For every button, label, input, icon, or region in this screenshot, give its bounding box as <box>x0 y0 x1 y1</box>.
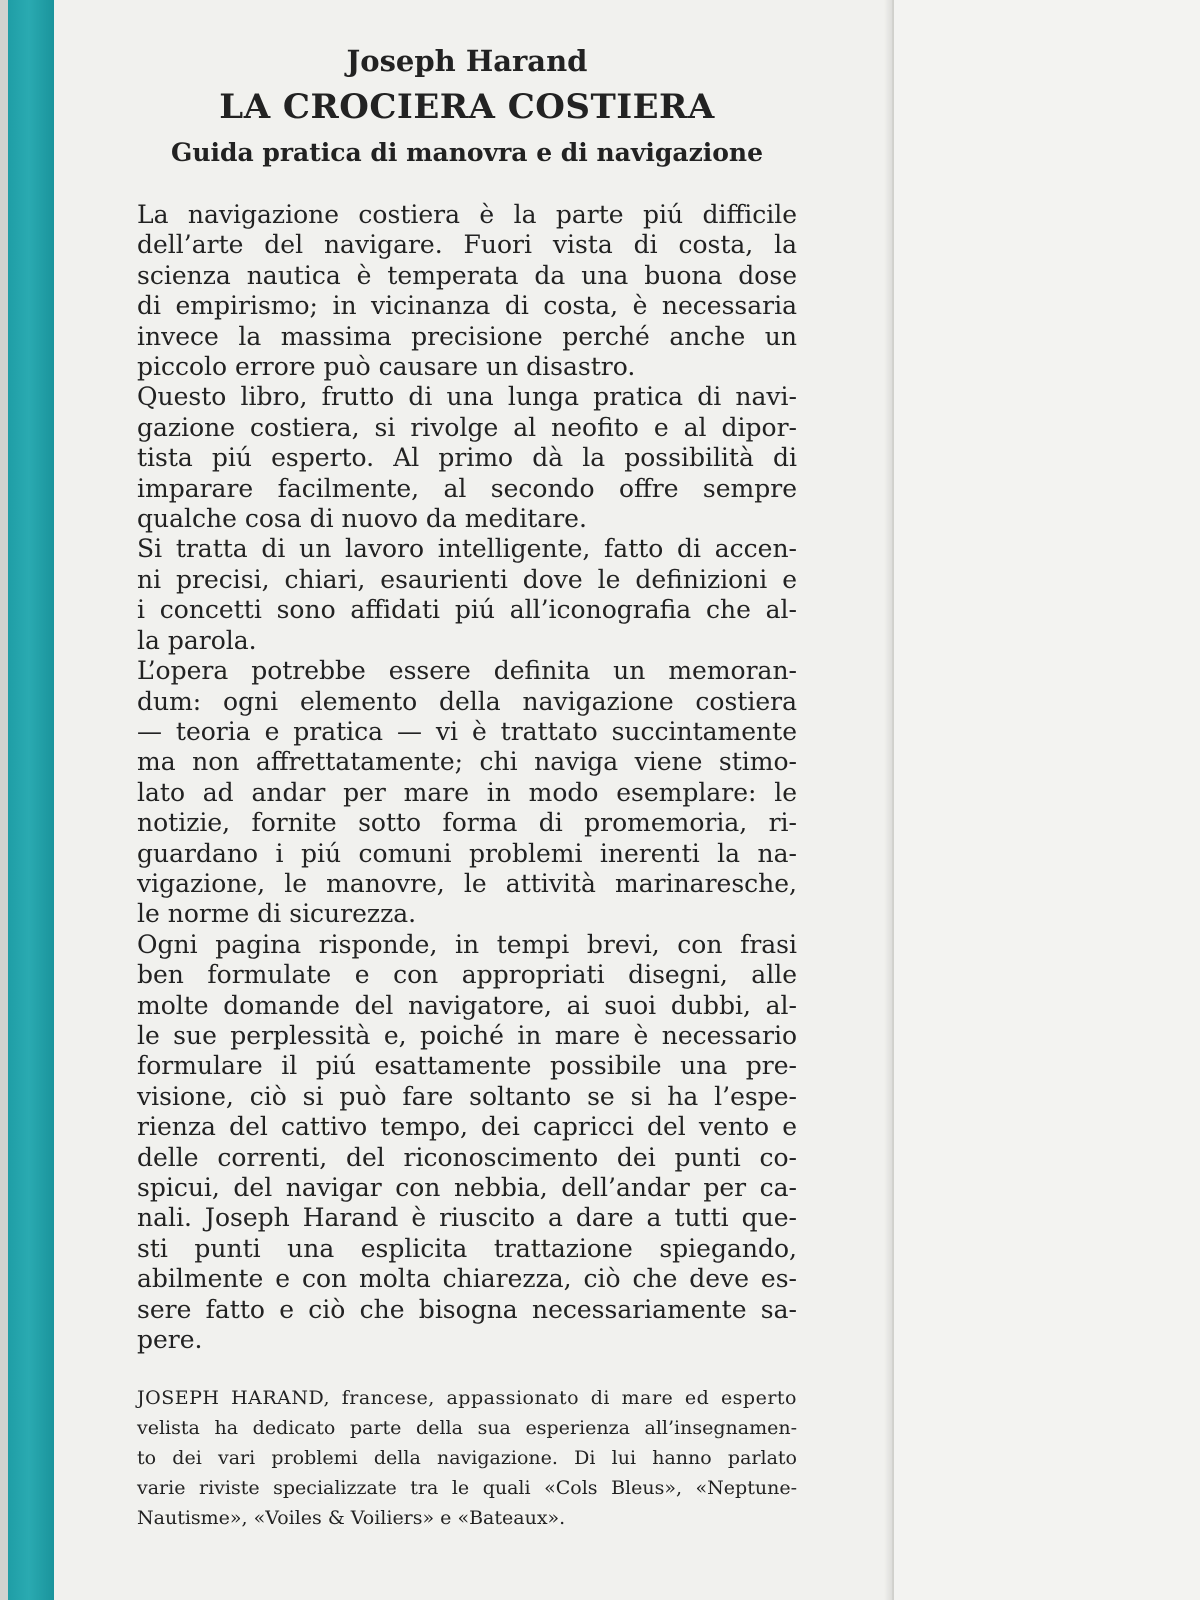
text-line: sti punti una esplicita trattazione spiegando, <box>137 1233 797 1263</box>
text-line: le sue perplessità e, poiché in mare è necessario <box>137 1020 797 1050</box>
text-line: — teoria e pratica — vi è trattato succintamente <box>137 716 797 746</box>
bio-line: varie riviste specializzate tra le quali «Cols Bleus», «Neptune- <box>137 1477 797 1500</box>
bio-line: velista ha dedicato parte della sua esperienza all’insegnamen- <box>137 1417 797 1440</box>
text-line: imparare facilmente, al secondo offre sempre <box>137 473 797 503</box>
text-line: la parola. <box>137 625 257 655</box>
text-line: Si tratta di un lavoro intelligente, fatto di accen- <box>137 534 797 564</box>
blurb <box>137 200 797 1355</box>
blurb-paragraph <box>137 200 797 382</box>
text-line: sere fatto e ciò che bisogna necessariamente sa- <box>137 1294 797 1324</box>
bio-line: Nautisme», «Voiles & Voiliers» e «Bateaux». <box>137 1507 566 1530</box>
text-line: di empirismo; in vicinanza di costa, è necessaria <box>137 291 797 321</box>
fold-shadow <box>884 0 894 1600</box>
text-line: L’opera potrebbe essere definita un memoran- <box>137 656 797 686</box>
text-line: Ogni pagina risponde, in tempi brevi, con frasi <box>137 929 797 959</box>
text-line: molte domande del navigatore, ai suoi dubbi, al- <box>137 990 797 1020</box>
text-line: vigazione, le manovre, le attività marinaresche, <box>137 868 797 898</box>
text-line: i concetti sono affidati piú all’iconografia che al- <box>137 595 797 625</box>
book-subtitle: Guida pratica di manovra e di navigazione <box>170 138 764 167</box>
blank-page <box>894 0 1200 1600</box>
text-line: spicui, del navigar con nebbia, dell’andar per ca- <box>137 1173 797 1202</box>
text-line: ben formulate e con appropriati disegni, alle <box>137 960 797 990</box>
text-line: dell’arte del navigare. Fuori vista di costa, la <box>137 230 797 260</box>
text-line: le norme di sicurezza. <box>137 899 417 929</box>
text-line: abilmente e con molta chiarezza, ciò che deve es- <box>137 1264 797 1294</box>
text-line: tista piú esperto. Al primo dà la possibilità di <box>137 443 797 473</box>
text-line: lato ad andar per mare in modo esemplare: le <box>137 777 797 807</box>
teal-cover-strip <box>8 0 54 1600</box>
text-line: qualche cosa di nuovo da meditare. <box>137 504 587 534</box>
author-bio <box>137 1383 797 1533</box>
text-line: scienza nautica è temperata da una buona dose <box>137 260 797 290</box>
text-line: nali. Joseph Harand è riuscito a dare a tutti que- <box>137 1203 797 1233</box>
author-name: Joseph Harand <box>346 44 588 78</box>
blurb-paragraph <box>137 656 797 930</box>
text-line: visione, ciò si può fare soltanto se si ha l’espe- <box>137 1081 797 1111</box>
text-line: invece la massima precisione perché anche un <box>137 321 797 351</box>
blurb-paragraph <box>137 382 797 534</box>
text-line: delle correnti, del riconoscimento dei punti co- <box>137 1142 797 1172</box>
book-edge <box>0 0 8 1600</box>
text-line: dum: ogni elemento della navigazione costiera <box>137 686 797 716</box>
book-title: LA CROCIERA COSTIERA <box>219 87 715 127</box>
bio-line: to dei vari problemi della navigazione. Di lui hanno parlato <box>137 1447 797 1470</box>
text-line: rienza del cattivo tempo, dei capricci del vento e <box>137 1112 797 1142</box>
text-line: gazione costiera, si rivolge al neofito e al dipor- <box>137 412 797 442</box>
text-line: pere. <box>137 1325 203 1355</box>
text-line: ni precisi, chiari, esaurienti dove le definizioni e <box>137 564 797 594</box>
text-line: Questo libro, frutto di una lunga pratica di navi- <box>137 382 797 412</box>
blurb-paragraph <box>137 930 797 1356</box>
text-line: ma non affrettatamente; chi naviga viene stimo- <box>137 747 797 777</box>
text-line: piccolo errore può causare un disastro. <box>137 352 636 382</box>
text-line: La navigazione costiera è la parte piú difficile <box>137 200 797 229</box>
text-line: notizie, fornite sotto forma di promemoria, ri- <box>137 808 797 838</box>
blurb-paragraph <box>137 534 797 656</box>
text-line: formulare il piú esattamente possibile una pre- <box>137 1051 797 1081</box>
text-line: guardano i piú comuni problemi inerenti la na- <box>137 838 797 868</box>
flap-text <box>137 38 797 1533</box>
bio-line: JOSEPH HARAND, francese, appassionato di mare ed esperto <box>137 1387 797 1410</box>
